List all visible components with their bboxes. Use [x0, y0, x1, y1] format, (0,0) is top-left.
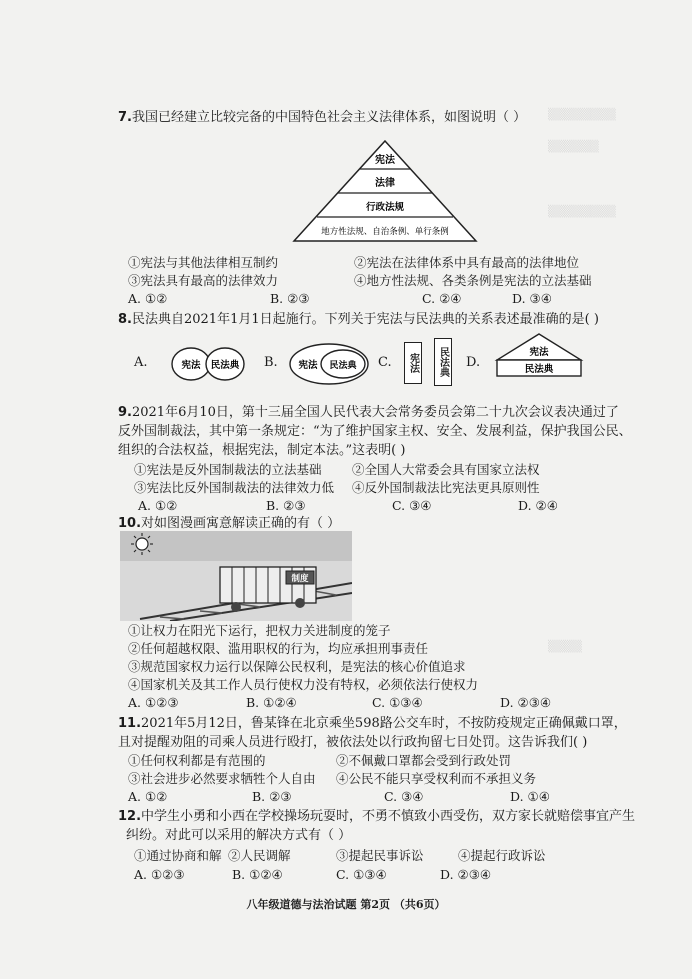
question-12	[118, 807, 635, 826]
question-number: 10.	[118, 516, 142, 531]
statement-3: ③社会进步必然要求牺牲个人自由	[128, 771, 316, 786]
question-text: 我国已经建立比较完备的中国特色社会主义法律体系，如图说明（ ）	[131, 110, 527, 125]
diagram-option-d-label[interactable]: D.	[466, 355, 481, 370]
choice-d[interactable]: D. ②④	[518, 498, 558, 513]
statement-4: ④地方性法规、各类条例是宪法的立法基础	[354, 273, 592, 288]
statement-1: ①通过协商和解	[134, 848, 222, 863]
question-9-line-3: 组织的合法权益，根据宪法，制定本法。”这表明( )	[118, 443, 406, 458]
choice-b[interactable]: B. ②③	[252, 789, 292, 804]
statement-1: ①任何权利都是有范围的	[128, 753, 266, 768]
question-12-line-2: 纠纷。对此可以采用的解决方式有（ ）	[126, 828, 352, 843]
statement-3: ③宪法具有最高的法律效力	[128, 273, 279, 288]
question-text: 民法典自2021年1月1日起施行。下列关于宪法与民法典的关系表述最准确的是( )	[131, 312, 599, 327]
statement-2: ②不佩戴口罩都会受到行政处罚	[336, 753, 512, 768]
statement-2: ②人民调解	[228, 848, 291, 863]
question-8	[118, 310, 599, 329]
choice-c[interactable]: C. ②④	[422, 291, 462, 306]
statement-3: ③宪法比反外国制裁法的法律效力低	[134, 480, 335, 495]
question-number: 12.	[118, 809, 142, 824]
question-text: 2021年6月10日，第十三届全国人民代表大会常务委员会第二十九次会议表决通过了	[131, 405, 619, 420]
bleed-through-text: ▒▒▒▒▒▒▒▒	[548, 205, 616, 218]
question-number: 7.	[118, 110, 132, 125]
choice-c[interactable]: C. ③④	[384, 789, 424, 804]
question-number: 9.	[118, 405, 132, 420]
question-11-line-2: 且对提醒劝阻的司乘人员进行殴打，被依法处以行政拘留七日处罚。这告诉我们( )	[118, 735, 588, 750]
choice-a[interactable]: A. ①②	[128, 789, 168, 804]
question-text: 2021年5月12日，鲁某锋在北京乘坐598路公交车时，不按防疫规定正确佩戴口罩，	[141, 716, 627, 731]
statement-2: ②全国人大常委会具有国家立法权	[352, 462, 540, 477]
diagram-option-a-label[interactable]: A.	[134, 355, 148, 370]
statement-1: ①宪法与其他法律相互制约	[128, 255, 279, 270]
choice-c[interactable]: C. ①③④	[336, 867, 387, 882]
diagram-c-box-civil-code: 民法典	[434, 338, 452, 386]
pyramid-level-4: 地方性法规、自治条例、单行条例	[321, 227, 449, 237]
bleed-through-text: ▒▒▒▒▒▒▒▒	[548, 108, 616, 121]
choice-a[interactable]: A. ①②③	[128, 695, 179, 710]
question-9-line-2: 反外国制裁法，其中第一条规定：“为了维护国家主权、安全、发展利益，保护我国公民、	[118, 424, 632, 439]
svg-text:民法典: 民法典	[329, 361, 357, 371]
svg-text:民法典: 民法典	[210, 360, 240, 371]
question-7	[118, 108, 526, 127]
statement-2: ②宪法在法律体系中具有最高的法律地位	[354, 255, 580, 270]
statement-4: ④提起行政诉讼	[458, 848, 546, 863]
law-system-pyramid	[290, 138, 480, 244]
svg-text:宪法: 宪法	[298, 360, 318, 371]
svg-text:民法典: 民法典	[524, 364, 554, 375]
question-11	[118, 714, 627, 733]
statement-2: ②任何超越权限、滥用职权的行为，均应承担刑事责任	[128, 641, 429, 656]
question-text: 对如图漫画寓意解读正确的有（ ）	[141, 516, 341, 531]
choice-d[interactable]: D. ②③④	[440, 867, 492, 882]
choice-b[interactable]: B. ②③	[266, 498, 306, 513]
diagram-b-nested-circles	[288, 342, 370, 386]
svg-text:宪法: 宪法	[529, 347, 549, 358]
statement-3: ③规范国家权力运行以保障公民权利，是宪法的核心价值追求	[128, 659, 466, 674]
pyramid-level-2: 法律	[375, 178, 395, 189]
cartoon-system-label: 制度	[291, 574, 309, 584]
diagram-a-separate-circles	[170, 344, 246, 384]
choice-b[interactable]: B. ①②④	[246, 695, 297, 710]
choice-c[interactable]: C. ①③④	[372, 695, 423, 710]
question-text: 中学生小勇和小西在学校操场玩耍时，不勇不慎致小西受伤，双方家长就赔偿事宜产生	[141, 809, 636, 824]
svg-text:宪法: 宪法	[181, 360, 201, 371]
choice-b[interactable]: B. ②③	[270, 291, 310, 306]
choice-d[interactable]: D. ①④	[510, 789, 550, 804]
diagram-option-b-label[interactable]: B.	[264, 355, 278, 370]
pyramid-level-3: 行政法规	[365, 202, 405, 213]
choice-d[interactable]: D. ②③④	[500, 695, 552, 710]
bleed-through-text: ▒▒▒▒	[548, 640, 582, 653]
diagram-d-pyramid	[494, 332, 584, 378]
question-9	[118, 403, 619, 422]
choice-a[interactable]: A. ①②	[128, 291, 168, 306]
choice-c[interactable]: C. ③④	[392, 498, 432, 513]
question-number: 8.	[118, 312, 132, 327]
page-footer: 八年级道德与法治试题 第2页 （共6页）	[246, 898, 446, 911]
choice-b[interactable]: B. ①②④	[232, 867, 283, 882]
choice-a[interactable]: A. ①②	[138, 498, 178, 513]
statement-1: ①让权力在阳光下运行，把权力关进制度的笼子	[128, 623, 391, 638]
bleed-through-text: ▒▒▒▒▒▒	[548, 140, 599, 153]
question-number: 11.	[118, 716, 142, 731]
statement-4: ④公民不能只享受权利而不承担义务	[336, 771, 537, 786]
diagram-c-box-constitution: 宪法	[404, 342, 422, 384]
statement-4: ④国家机关及其工作人员行使权力没有特权，必须依法行使权力	[128, 677, 479, 692]
statement-1: ①宪法是反外国制裁法的立法基础	[134, 462, 322, 477]
pyramid-level-1: 宪法	[375, 155, 395, 166]
statement-3: ③提起民事诉讼	[336, 848, 424, 863]
choice-d[interactable]: D. ③④	[512, 291, 552, 306]
diagram-option-c-label[interactable]: C.	[378, 355, 392, 370]
choice-a[interactable]: A. ①②③	[134, 867, 185, 882]
cartoon-power-in-cage-on-rails	[120, 531, 352, 621]
statement-4: ④反外国制裁法比宪法更具原则性	[352, 480, 540, 495]
